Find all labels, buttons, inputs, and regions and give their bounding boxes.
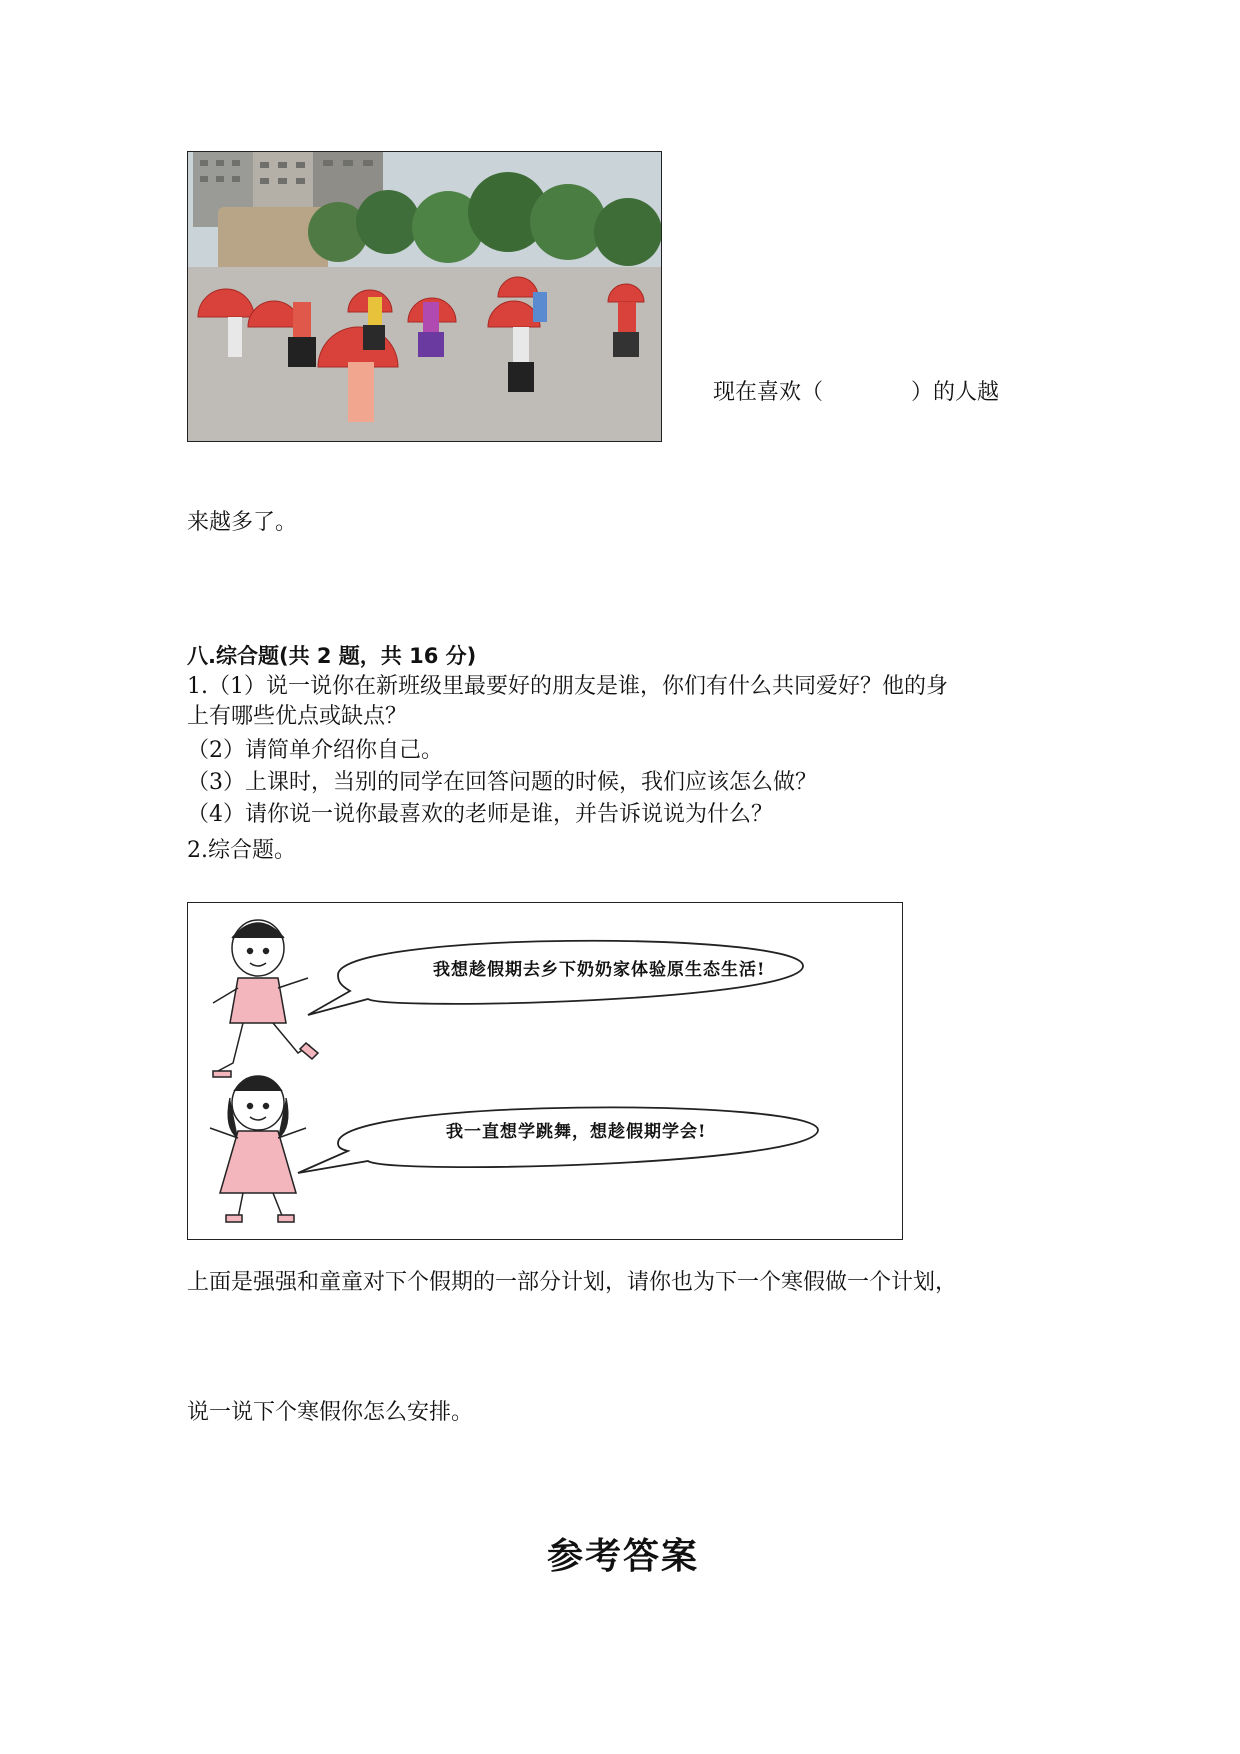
section-title: 八.综合题(共 2 题，共 16 分) — [187, 644, 477, 668]
question-text-line2: 来越多了。 — [187, 510, 298, 535]
q2-line2: 说一说下个寒假你怎么安排。 — [187, 1400, 474, 1425]
answer-title: 参考答案 — [547, 1536, 700, 1577]
q2-line1: 上面是强强和童童对下个假期的一部分计划，请你也为下一个寒假做一个计划， — [187, 1270, 958, 1295]
q1-sub3: （3）上课时，当别的同学在回答问题的时候，我们应该怎么做？ — [187, 770, 817, 795]
q1-line2: 上有哪些优点或缺点？ — [187, 704, 408, 729]
q1-line1: 1.（1）说一说你在新班级里最要好的朋友是谁，你们有什么共同爱好？他的身 — [187, 674, 948, 699]
girl-figure — [210, 1076, 306, 1222]
q1-sub2: （2）请简单介绍你自己。 — [187, 738, 443, 763]
boy-figure — [213, 920, 318, 1077]
speech-bubble-1-text: 我想趁假期去乡下奶奶家体验原生态生活! — [433, 960, 766, 980]
comic-illustration — [188, 903, 902, 1239]
q1-sub4: （4）请你说一说你最喜欢的老师是谁，并告诉说说为什么？ — [187, 802, 773, 827]
comic-panel — [187, 902, 903, 1240]
speech-bubble-2-text: 我一直想学跳舞，想趁假期学会! — [446, 1122, 707, 1142]
fan-dance-photo — [187, 151, 662, 442]
q2-label: 2.综合题。 — [187, 838, 296, 863]
question-text-line1: 现在喜欢（ ）的人越 — [713, 380, 1000, 405]
fan-dance-illustration — [188, 152, 661, 441]
